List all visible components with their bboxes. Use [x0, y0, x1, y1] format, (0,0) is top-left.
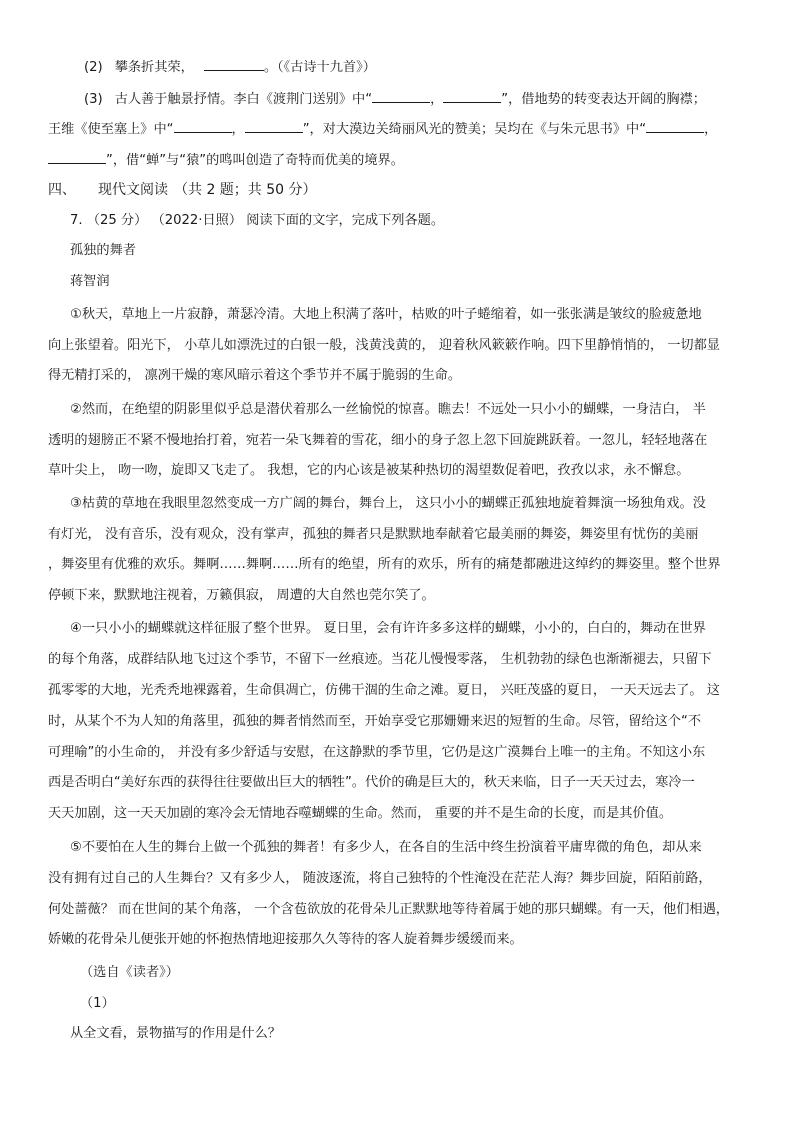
- item-number: (2): [84, 60, 103, 75]
- paragraph-line: 有灯光， 没有音乐，没有观众，没有掌声，孤独的舞者只是默默地奉献着它最美丽的舞姿，舞姿里有忧伤的美丽: [48, 527, 699, 542]
- answer-blank[interactable]: [204, 56, 264, 71]
- subquestion-text: 从全文看，景物描写的作用是什么？: [70, 1026, 281, 1041]
- q6-item-3-line-3: [48, 149, 404, 171]
- answer-blank[interactable]: [48, 149, 106, 164]
- paragraph-line: 时，从某个不为人知的角落里，孤独的舞者悄然而至，开始享受它那姗姗来迟的短暂的生命。尽管，留给这个“不: [48, 714, 702, 729]
- answer-blank[interactable]: [245, 118, 303, 133]
- paragraph-line: 草叶尖上， 吻一吻，旋即又飞走了。 我想，它的内心该是被某种热切的渴望数促着吧，孜孜以求，永不懈怠。: [48, 463, 690, 478]
- paragraph-line: 没有拥有过自己的人生舞台？又有多少人， 随波逐流，将自己独特的个性淹没在茫茫人海？舞步回旋，陌陌前路，: [48, 871, 712, 886]
- item-text: ”，借“蝉”与“猿”的鸣叫创造了奇特而优美的境界。: [106, 153, 404, 168]
- paragraph-line: ①秋天，草地上一片寂静，萧瑟冷清。大地上积满了落叶，枯败的叶子蜷缩着，如一张张满是皱纹的脸疲惫地: [70, 307, 702, 322]
- item-text: ，: [704, 122, 718, 137]
- paragraph-line: 西是否明白“美好东西的获得往往要做出巨大的牺牲”。代价的确是巨大的，秋天来临，日子一天天过去，寒冷一: [48, 775, 695, 790]
- paragraph-line: 向上张望着。阳光下， 小草儿如漂洗过的白银一般，浅黄浅黄的， 迎着秋风簌簌作响。四下里静悄悄的， 一切都显: [48, 338, 720, 353]
- answer-blank[interactable]: [174, 118, 232, 133]
- article-title: 孤独的舞者: [70, 243, 136, 258]
- q6-item-3-line-1: [84, 88, 706, 110]
- article-author: 蒋智润: [70, 274, 110, 289]
- paragraph-line: ③枯黄的草地在我眼里忽然变成一方广阔的舞台，舞台上， 这只小小的蝴蝶正孤独地旋着舞演一场独角戏。没: [70, 496, 706, 511]
- item-text: ，: [430, 92, 444, 107]
- q6-item-3-line-2: [48, 118, 717, 140]
- item-text: ，: [231, 122, 245, 137]
- item-text: 古人善于触景抒情。李白《渡荆门送别》中“: [114, 92, 373, 107]
- paragraph-line: 停顿下来，默默地注视着，万籁俱寂， 周遭的大自然也莞尔笑了。: [48, 588, 435, 603]
- paragraph-line: 孤零零的大地，光秃秃地裸露着，生命俱凋亡，仿佛干涸的生命之滩。夏日， 兴旺茂盛的夏日， 一天天远去了。 这: [48, 683, 720, 698]
- subquestion-number: （1）: [80, 996, 115, 1011]
- item-number: (3): [84, 92, 103, 107]
- paragraph-line: 得无精打采的， 凛冽干燥的寒风暗示着这个季节并不属于脆弱的生命。: [48, 368, 462, 383]
- answer-blank[interactable]: [372, 88, 430, 103]
- item-text: ”，对大漠边关绮丽风光的赞美；吴均在《与朱元思书》中“: [302, 122, 647, 137]
- paragraph-line: ④一只小小的蝴蝶就这样征服了整个世界。 夏日里，会有许许多多这样的蝴蝶，小小的，白白的，舞动在世界: [70, 621, 706, 636]
- paragraph-line: 娇嫩的花骨朵儿便张开她的怀抱热情地迎接那久久等待的客人旋着舞步缓缓而来。: [48, 932, 523, 947]
- paragraph-line: 何处蔷薇？ 而在世间的某个角落， 一个含苞欲放的花骨朵儿正默默地等待着属于她的那只蝴蝶。有一天，他们相遇，: [48, 902, 729, 917]
- paragraph-line: ⑤不要怕在人生的舞台上做一个孤独的舞者！有多少人，在各自的生活中终生扮演着平庸卑微的角色，却从来: [70, 840, 702, 855]
- q7-header: 7. （25 分） （2022·日照） 阅读下面的文字，完成下列各题。: [70, 213, 445, 228]
- answer-blank[interactable]: [646, 118, 704, 133]
- section-header: [48, 180, 317, 200]
- item-text: 王维《使至塞上》中“: [48, 122, 174, 137]
- section-number: 四、: [48, 182, 76, 198]
- article-source: （选自《读者》）: [80, 965, 179, 980]
- answer-blank[interactable]: [443, 88, 501, 103]
- item-text: ”，借地势的转变表达开阔的胸襟；: [501, 92, 706, 107]
- paragraph-line: 天天加剧，这一天天加剧的寒冷会无情地吞噬蝴蝶的生命。然而， 重要的并不是生命的长度，而是其价值。: [48, 806, 673, 821]
- q6-item-2: [84, 56, 376, 78]
- paragraph-line: ，舞姿里有优雅的欢乐。舞啊……舞啊……所有的绝望，所有的欢乐，所有的痛楚都融进这绰约的舞姿里。整个世界: [48, 557, 721, 572]
- item-suffix: 。（《古诗十九首》）: [263, 60, 376, 75]
- section-meta: （共 2 题；共 50 分）: [174, 182, 317, 198]
- paragraph-line: 的每个角落，成群结队地飞过这个季节，不留下一丝痕迹。当花儿慢慢零落， 生机勃勃的绿色也渐渐褪去，只留下: [48, 652, 712, 667]
- paragraph-line: ②然而，在绝望的阴影里似乎总是潜伏着那么一丝愉悦的惊喜。瞧去！不远处一只小小的蝴蝶，一身洁白， 半: [70, 402, 706, 417]
- section-title: 现代文阅读: [98, 182, 168, 198]
- paragraph-line: 可理喻”的小生命的， 并没有多少舒适与安慰，在这静默的季节里，它仍是这广漠舞台上唯一的主角。不知这小东: [48, 745, 706, 760]
- paragraph-line: 透明的翅膀正不紧不慢地抬打着，宛若一朵飞舞着的雪花，细小的身子忽上忽下回旋跳跃着。一忽儿，轻轻地落在: [48, 433, 708, 448]
- item-prefix: 攀条折其荣，: [114, 60, 194, 75]
